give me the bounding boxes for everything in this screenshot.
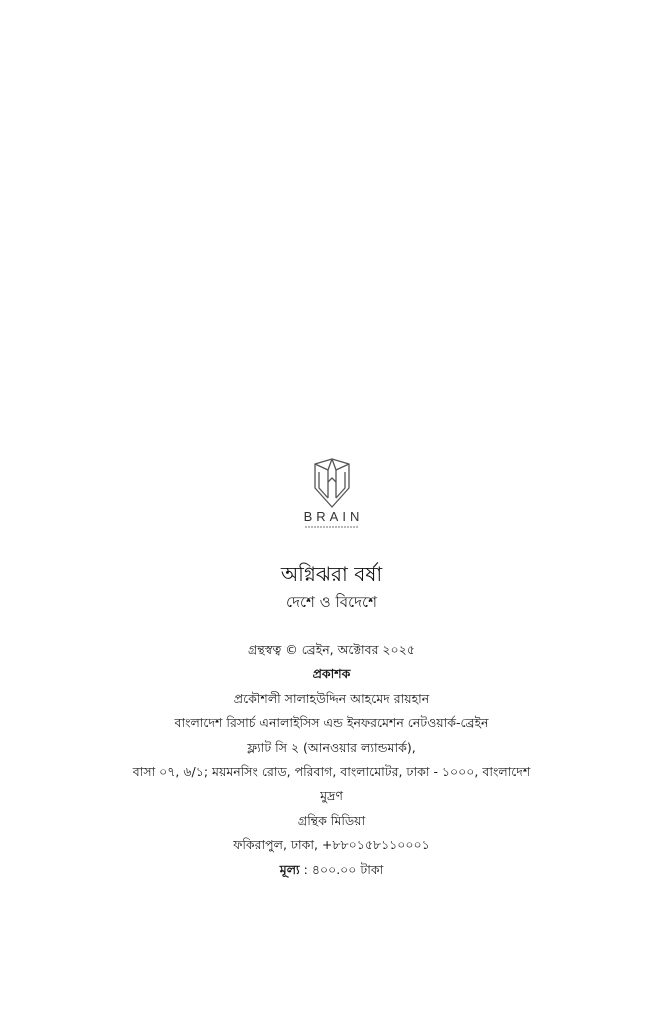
address-line-1: ফ্ল্যাট সি ২ (আনওয়ার ল্যান্ডমার্ক), xyxy=(247,739,416,755)
copyright-line: গ্রন্থস্বত্ব © ব্রেইন, অক্টোবর ২০২৫ xyxy=(248,642,415,657)
printer-name: গ্রন্থিক মিডিয়া xyxy=(297,812,366,828)
brain-logo xyxy=(0,458,663,528)
publisher-organization: বাংলাদেশ রিসার্চ এনালাইসিস এন্ড ইনফরমেশন নেটওয়ার্ক-ব্রেইন xyxy=(174,715,489,731)
brain-logo-icon xyxy=(306,458,358,508)
book-title: অগ্নিঝরা বর্ষা xyxy=(280,562,383,586)
printer-address: ফকিরাপুল, ঢাকা, +৮৮০১৫৮১১০০০১ xyxy=(233,837,430,853)
publisher-name: প্রকৌশলী সালাহউদ্দিন আহমেদ রায়হান xyxy=(233,690,430,706)
printer-heading: মুদ্রণ xyxy=(320,788,343,804)
price-label: মূল্য xyxy=(279,861,300,877)
imprint-block xyxy=(0,638,663,882)
price-line xyxy=(0,858,663,882)
book-subtitle: দেশে ও বিদেশে xyxy=(286,593,377,611)
price-value: : ৪০০.০০ টাকা xyxy=(299,861,384,877)
logo-tagline-decoration xyxy=(305,526,359,528)
address-line-2: বাসা ০৭, ৬/১; ময়মনসিং রোড, পরিবাগ, বাংলামোটর, ঢাকা - ১০০০, বাংলাদেশ xyxy=(132,763,531,779)
brain-wordmark: BRAIN xyxy=(303,509,364,524)
publisher-heading: প্রকাশক xyxy=(312,666,351,682)
